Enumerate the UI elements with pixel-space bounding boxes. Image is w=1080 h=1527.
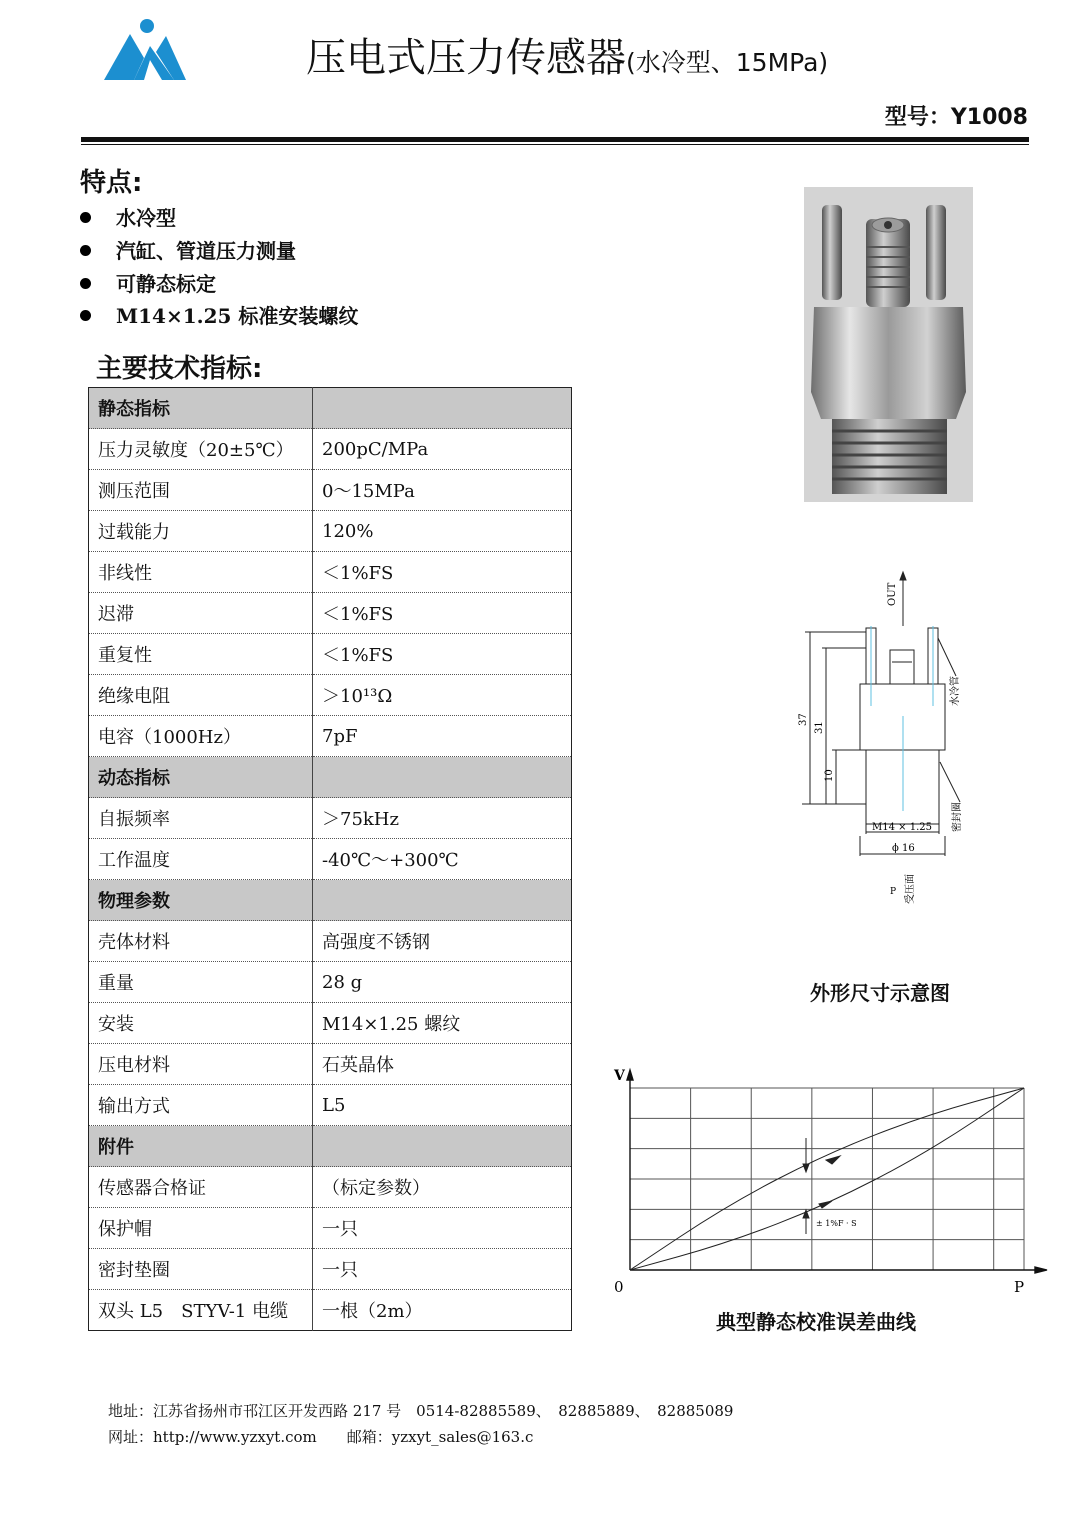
bullet-icon (80, 310, 91, 321)
drawing-centerlines (871, 626, 933, 811)
product-photo (804, 187, 973, 502)
spec-row (89, 1003, 572, 1044)
spec-row (89, 1167, 572, 1208)
spec-key: 安装 (89, 1003, 313, 1044)
spec-value: 200pC/MPa (313, 429, 572, 470)
spec-key: 自振频率 (89, 798, 313, 839)
specs-title: 主要技术指标: (96, 354, 263, 384)
drawing-label-31: 31 (814, 721, 825, 734)
page-title (306, 26, 828, 83)
chart-caption: 典型静态校准误差曲线 (716, 1310, 916, 1334)
spec-table (88, 387, 572, 1331)
spec-row (89, 593, 572, 634)
spec-value: ＞10¹³Ω (313, 675, 572, 716)
spec-row (89, 1249, 572, 1290)
spec-key: 测压范围 (89, 470, 313, 511)
spec-value: ＜1%FS (313, 552, 572, 593)
spec-key: 绝缘电阻 (89, 675, 313, 716)
spec-row (89, 429, 572, 470)
spec-value: （标定参数） (313, 1167, 572, 1208)
title-sub: (水冷型、15MPa) (626, 48, 829, 77)
spec-row (89, 675, 572, 716)
spec-value: 7pF (313, 716, 572, 757)
drawing-label-out: OUT (887, 582, 898, 606)
spec-key: 过载能力 (89, 511, 313, 552)
spec-value: 高强度不锈钢 (313, 921, 572, 962)
spec-key: 保护帽 (89, 1208, 313, 1249)
spec-key: 工作温度 (89, 839, 313, 880)
spec-value: ＞75kHz (313, 798, 572, 839)
spec-value (313, 757, 572, 798)
spec-value (313, 880, 572, 921)
spec-row (89, 552, 572, 593)
spec-key: 双头 L5 STYV-1 电缆 (89, 1290, 313, 1331)
spec-row (89, 716, 572, 757)
spec-value: 一只 (313, 1249, 572, 1290)
spec-key: 动态指标 (89, 757, 313, 798)
spec-row (89, 798, 572, 839)
spec-row (89, 962, 572, 1003)
spec-value: L5 (313, 1085, 572, 1126)
spec-row (89, 634, 572, 675)
spec-key: 电容（1000Hz） (89, 716, 313, 757)
drawing-lines (802, 572, 960, 856)
spec-row (89, 1208, 572, 1249)
title-main: 压电式压力传感器 (306, 35, 626, 81)
spec-section-row (89, 388, 572, 429)
spec-row (89, 1044, 572, 1085)
spec-value: 一只 (313, 1208, 572, 1249)
footer-contact: 网址：http://www.yzxyt.com 邮箱：yzxyt_sales@163.c (108, 1428, 534, 1446)
drawing-label-face: 受压面 (905, 874, 916, 904)
chart-origin: 0 (614, 1278, 624, 1296)
spec-value: 一根（2m） (313, 1290, 572, 1331)
chart-ylabel: V (614, 1068, 625, 1084)
bullet-icon (80, 245, 91, 256)
drawing-label-thread: M14 × 1.25 (872, 822, 932, 833)
chart-grid (630, 1088, 1024, 1270)
spec-value: M14×1.25 螺纹 (313, 1003, 572, 1044)
spec-value: 石英晶体 (313, 1044, 572, 1085)
spec-value: 0～15MPa (313, 470, 572, 511)
spec-key: 物理参数 (89, 880, 313, 921)
footer-address: 地址：江苏省扬州市邗江区开发西路 217 号 0514-82885589、 82885889、 82885089 (108, 1402, 734, 1420)
model-number: 型号：Y1008 (884, 105, 1028, 130)
spec-key: 静态指标 (89, 388, 313, 429)
spec-section-row (89, 880, 572, 921)
drawing-label-water: 水冷管 (950, 676, 961, 706)
spec-key: 重量 (89, 962, 313, 1003)
chart-axes (627, 1070, 1047, 1273)
spec-row (89, 470, 572, 511)
spec-section-row (89, 1126, 572, 1167)
bullet-icon (80, 212, 91, 223)
calibration-chart (600, 1060, 1050, 1300)
spec-row (89, 511, 572, 552)
spec-value: ＜1%FS (313, 634, 572, 675)
spec-value: 120% (313, 511, 572, 552)
company-logo (104, 18, 186, 80)
spec-key: 附件 (89, 1126, 313, 1167)
spec-value: 28 g (313, 962, 572, 1003)
spec-row (89, 1085, 572, 1126)
spec-key: 迟滞 (89, 593, 313, 634)
header-rule-thin (81, 144, 1029, 145)
drawing-label-p: P (890, 887, 897, 897)
spec-key: 密封垫圈 (89, 1249, 313, 1290)
feature-item: 可静态标定 (80, 268, 216, 297)
spec-key: 压电材料 (89, 1044, 313, 1085)
feature-item: M14×1.25 标准安装螺纹 (80, 300, 358, 329)
drawing-caption: 外形尺寸示意图 (810, 981, 950, 1005)
drawing-label-seal: 密封圈 (952, 802, 963, 832)
feature-item: 水冷型 (80, 202, 176, 231)
drawing-label-10: 10 (824, 769, 835, 782)
spec-key: 壳体材料 (89, 921, 313, 962)
feature-item: 汽缸、管道压力测量 (80, 235, 296, 264)
drawing-label-37: 37 (798, 713, 809, 726)
spec-key: 压力灵敏度（20±5℃） (89, 429, 313, 470)
header-rule (81, 137, 1029, 142)
spec-key: 传感器合格证 (89, 1167, 313, 1208)
spec-row (89, 839, 572, 880)
spec-row (89, 1290, 572, 1331)
chart-error-label: ± 1%F · S (816, 1219, 857, 1228)
spec-key: 输出方式 (89, 1085, 313, 1126)
spec-key: 非线性 (89, 552, 313, 593)
spec-value: ＜1%FS (313, 593, 572, 634)
drawing-label-dia: ϕ 16 (892, 843, 915, 854)
bullet-icon (80, 278, 91, 289)
spec-section-row (89, 757, 572, 798)
spec-row (89, 921, 572, 962)
spec-value (313, 388, 572, 429)
chart-xlabel: P (1014, 1278, 1025, 1296)
dimension-drawing (780, 566, 990, 916)
spec-value (313, 1126, 572, 1167)
spec-value: -40℃～+300℃ (313, 839, 572, 880)
spec-key: 重复性 (89, 634, 313, 675)
features-title: 特点: (80, 168, 143, 198)
